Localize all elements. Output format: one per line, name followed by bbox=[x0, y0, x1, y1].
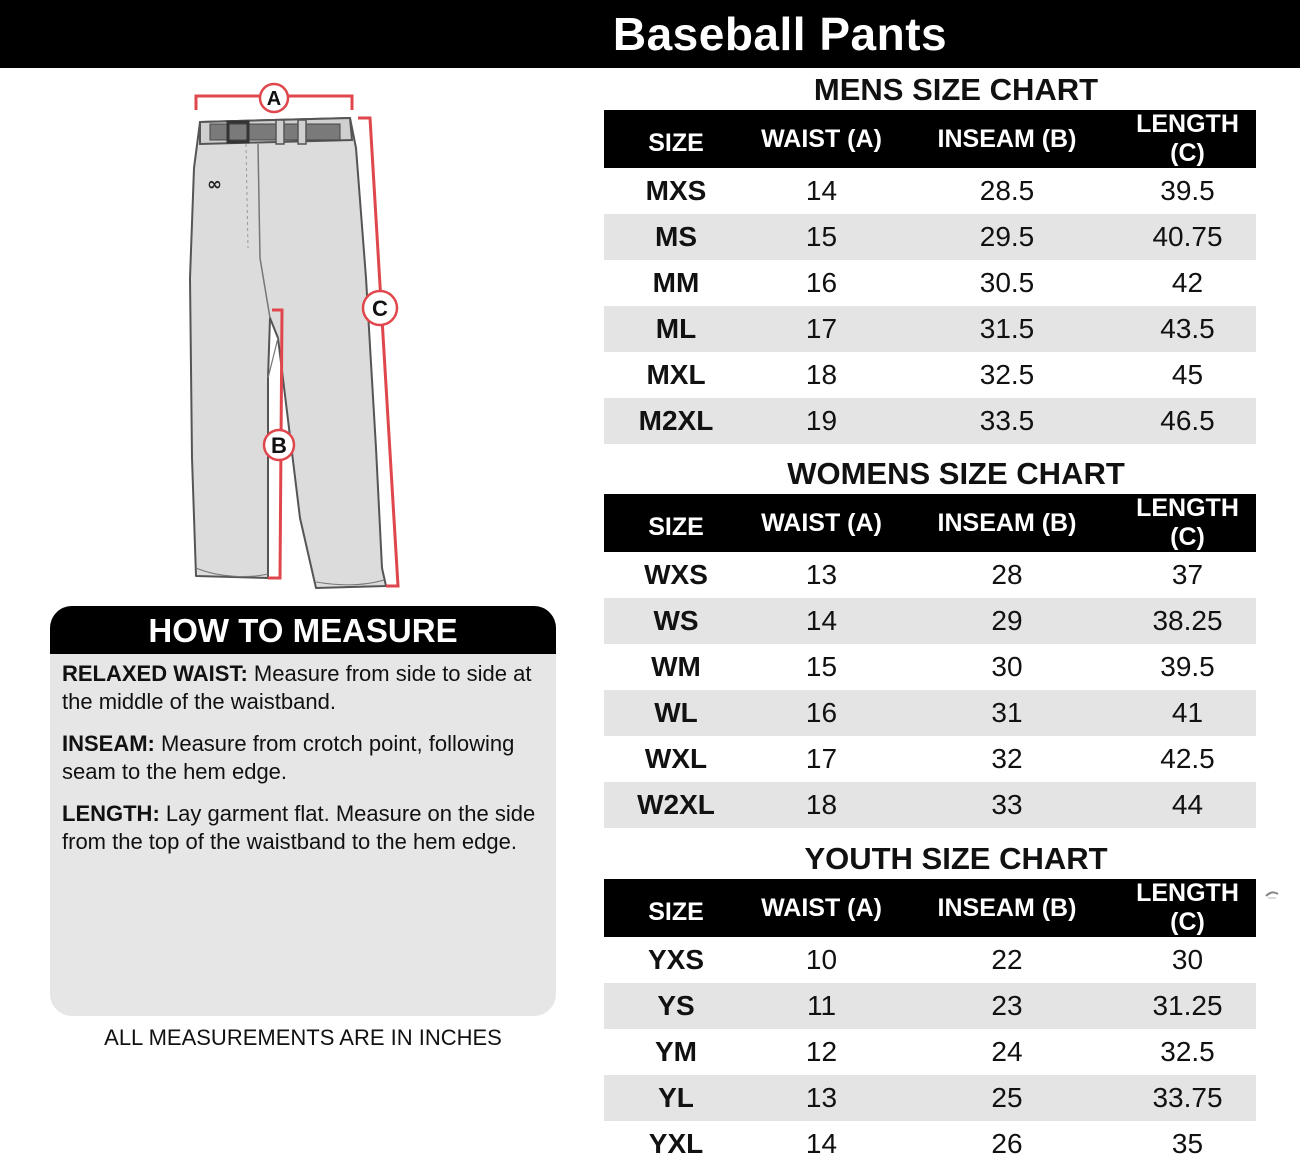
inseam-cell: 32 bbox=[991, 743, 1023, 774]
corner-mark-icon bbox=[1262, 886, 1282, 916]
table-row bbox=[604, 1029, 1256, 1075]
length-cell: 38.25 bbox=[1119, 598, 1256, 644]
inseam-cell: 31.5 bbox=[895, 306, 1119, 352]
length-cell: 41 bbox=[1119, 690, 1256, 736]
header-inseam: INSEAM (B) bbox=[895, 494, 1119, 552]
table-row bbox=[604, 1075, 1256, 1121]
size-cell: MM bbox=[652, 267, 700, 298]
measure-item-length bbox=[62, 800, 544, 856]
length-cell: 33.75 bbox=[1119, 1075, 1256, 1121]
header-size: SIZE bbox=[604, 879, 748, 937]
logo-mark: ∞ bbox=[207, 174, 222, 195]
waist-cell: 11 bbox=[748, 983, 895, 1029]
measure-term: RELAXED WAIST: bbox=[62, 661, 248, 686]
size-table bbox=[604, 494, 1256, 828]
size-cell: ML bbox=[604, 306, 748, 352]
size-cell: WL bbox=[604, 690, 748, 736]
how-to-measure-title: HOW TO MEASURE bbox=[50, 606, 556, 654]
size-table bbox=[604, 879, 1256, 1167]
table-row bbox=[604, 398, 1256, 444]
header-waist: WAIST (A) bbox=[748, 879, 895, 937]
waist-cell: 16 bbox=[748, 690, 895, 736]
waist-cell: 15 bbox=[748, 214, 895, 260]
measure-description: Measure from crotch point, following seam to the hem edge. bbox=[62, 731, 515, 784]
page-title: Baseball Pants bbox=[612, 8, 948, 60]
table-row bbox=[604, 782, 1256, 828]
length-cell: 39.5 bbox=[1160, 175, 1215, 206]
measure-item-waist bbox=[62, 660, 544, 716]
chart-title: MENS SIZE CHART bbox=[813, 72, 1099, 107]
waist-cell: 19 bbox=[748, 398, 895, 444]
table-row bbox=[604, 690, 1256, 736]
header-inseam: INSEAM (B) bbox=[895, 110, 1119, 168]
waist-cell: 18 bbox=[805, 359, 838, 390]
length-cell: 44 bbox=[1119, 782, 1256, 828]
size-cell: WM bbox=[651, 651, 701, 682]
size-table bbox=[604, 110, 1256, 444]
inseam-cell: 33 bbox=[895, 782, 1119, 828]
measure-term: LENGTH: bbox=[62, 801, 160, 826]
waist-cell: 12 bbox=[805, 1036, 838, 1067]
size-cell: WXS bbox=[644, 559, 708, 590]
waist-cell: 14 bbox=[748, 598, 895, 644]
inseam-cell: 22 bbox=[991, 944, 1023, 975]
inseam-cell: 28 bbox=[991, 559, 1023, 590]
length-cell: 39.5 bbox=[1160, 651, 1215, 682]
header-inseam: INSEAM (B) bbox=[895, 879, 1119, 937]
length-cell: 45 bbox=[1171, 359, 1204, 390]
length-cell: 42 bbox=[1171, 267, 1204, 298]
header-waist: WAIST (A) bbox=[748, 494, 895, 552]
length-cell: 40.75 bbox=[1119, 214, 1256, 260]
inseam-cell: 24 bbox=[991, 1036, 1023, 1067]
size-cell: W2XL bbox=[604, 782, 748, 828]
inseam-cell: 29.5 bbox=[895, 214, 1119, 260]
measure-description: Lay garment flat. Measure on the side from the top of the waistband to the hem edge. bbox=[62, 801, 536, 854]
size-cell: YM bbox=[655, 1036, 697, 1067]
size-cell: WS bbox=[604, 598, 748, 644]
size-cell: YL bbox=[604, 1075, 748, 1121]
waist-cell: 13 bbox=[748, 1075, 895, 1121]
inseam-cell: 23 bbox=[895, 983, 1119, 1029]
waist-cell: 14 bbox=[805, 1128, 838, 1159]
inseam-cell: 29 bbox=[895, 598, 1119, 644]
waist-cell: 17 bbox=[805, 743, 838, 774]
waist-cell: 15 bbox=[805, 651, 838, 682]
length-cell: 32.5 bbox=[1160, 1036, 1215, 1067]
table-row bbox=[604, 552, 1256, 598]
table-row bbox=[604, 352, 1256, 398]
size-cell: MXL bbox=[646, 359, 706, 390]
label-a: A bbox=[266, 88, 282, 110]
inseam-cell: 30 bbox=[991, 651, 1023, 682]
measure-term: INSEAM: bbox=[62, 731, 155, 756]
length-cell: 42.5 bbox=[1160, 743, 1215, 774]
inseam-cell: 32.5 bbox=[979, 359, 1035, 390]
waist-cell: 16 bbox=[805, 267, 838, 298]
inseam-cell: 30.5 bbox=[979, 267, 1035, 298]
table-row bbox=[604, 214, 1256, 260]
measure-description: Measure from side to side at the middle of the waistband. bbox=[62, 661, 532, 714]
size-cell: YXL bbox=[648, 1128, 704, 1159]
length-cell: 30 bbox=[1171, 944, 1204, 975]
inseam-cell: 31 bbox=[895, 690, 1119, 736]
table-row bbox=[604, 644, 1256, 690]
length-cell: 31.25 bbox=[1119, 983, 1256, 1029]
table-row bbox=[604, 1121, 1256, 1167]
table-row bbox=[604, 736, 1256, 782]
length-cell: 35 bbox=[1171, 1128, 1204, 1159]
waist-cell: 13 bbox=[805, 559, 838, 590]
chart-title: WOMENS SIZE CHART bbox=[787, 456, 1125, 491]
units-note: ALL MEASUREMENTS ARE IN INCHES bbox=[104, 1025, 502, 1050]
table-row bbox=[604, 983, 1256, 1029]
table-row bbox=[604, 598, 1256, 644]
inseam-cell: 28.5 bbox=[979, 175, 1035, 206]
waist-cell: 17 bbox=[748, 306, 895, 352]
header-size: SIZE bbox=[604, 110, 748, 168]
chart-title: YOUTH SIZE CHART bbox=[804, 841, 1108, 876]
header-length: LENGTH (C) bbox=[1119, 110, 1256, 168]
table-row bbox=[604, 306, 1256, 352]
header-waist: WAIST (A) bbox=[748, 110, 895, 168]
size-cell: MXS bbox=[645, 175, 707, 206]
waist-cell: 10 bbox=[805, 944, 838, 975]
table-row bbox=[604, 937, 1256, 983]
header-length: LENGTH (C) bbox=[1119, 879, 1256, 937]
length-cell: 46.5 bbox=[1119, 398, 1256, 444]
label-c: C bbox=[372, 296, 388, 321]
size-cell: MS bbox=[604, 214, 748, 260]
inseam-cell: 25 bbox=[895, 1075, 1119, 1121]
baseball-pants-illustration-icon bbox=[180, 78, 420, 598]
size-cell: YS bbox=[604, 983, 748, 1029]
waist-cell: 18 bbox=[748, 782, 895, 828]
inseam-cell: 33.5 bbox=[895, 398, 1119, 444]
table-row bbox=[604, 168, 1256, 214]
inseam-cell: 26 bbox=[991, 1128, 1023, 1159]
size-cell: YXS bbox=[647, 944, 705, 975]
measure-item-inseam bbox=[62, 730, 544, 786]
how-to-measure-panel bbox=[50, 606, 556, 1016]
header-length: LENGTH (C) bbox=[1119, 494, 1256, 552]
label-b: B bbox=[271, 433, 287, 458]
length-cell: 37 bbox=[1171, 559, 1204, 590]
waist-cell: 14 bbox=[805, 175, 838, 206]
length-cell: 43.5 bbox=[1119, 306, 1256, 352]
header-size: SIZE bbox=[604, 494, 748, 552]
size-cell: M2XL bbox=[604, 398, 748, 444]
table-row bbox=[604, 260, 1256, 306]
size-cell: WXL bbox=[644, 743, 708, 774]
title-bar bbox=[0, 0, 1300, 68]
